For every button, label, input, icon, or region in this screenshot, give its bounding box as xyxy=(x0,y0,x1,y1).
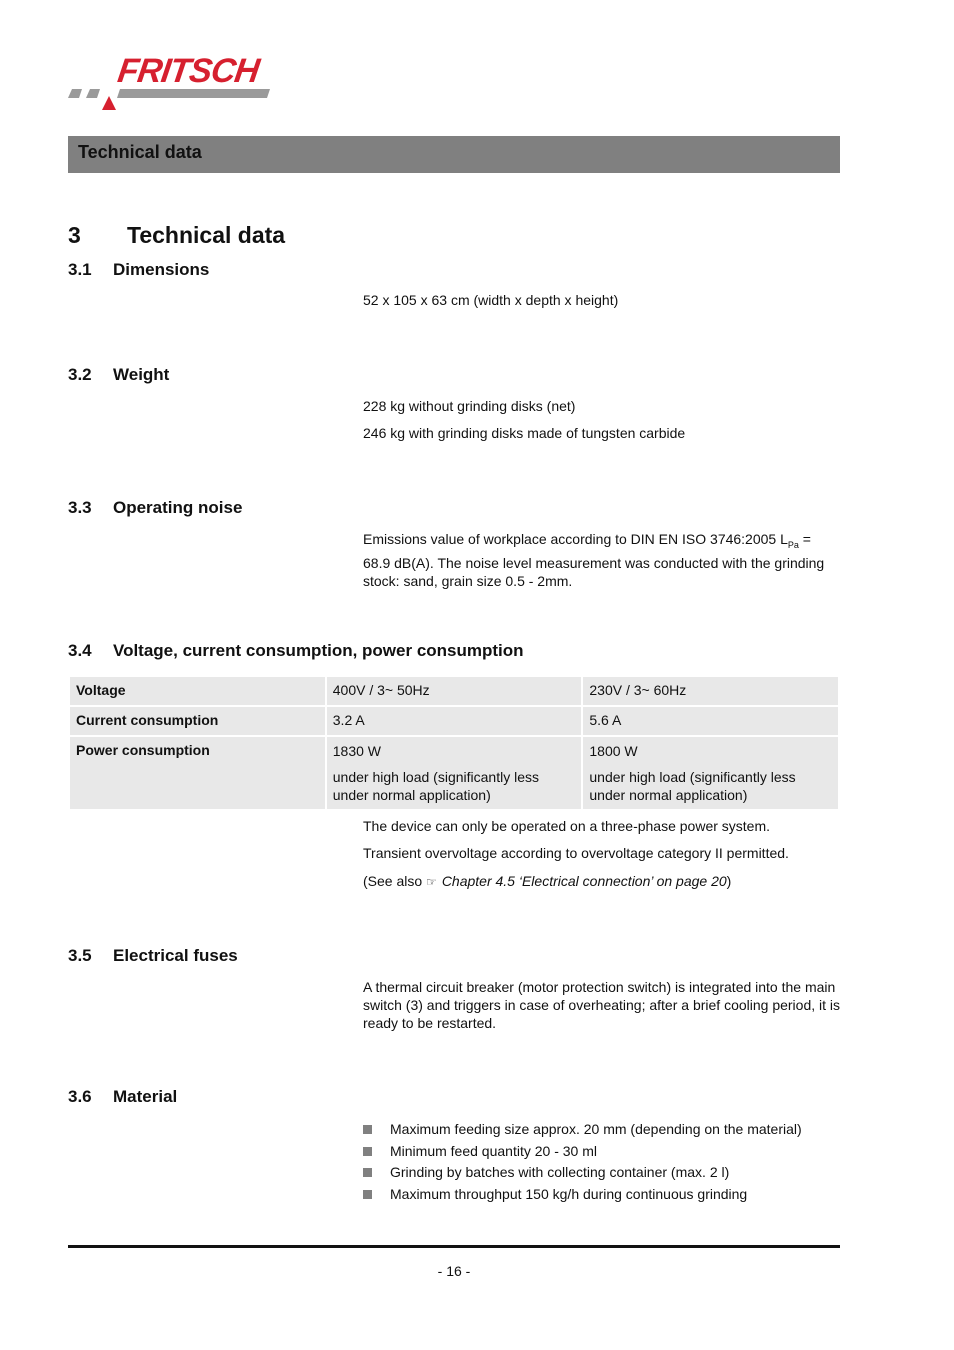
section-number: 3.4 xyxy=(68,641,92,660)
see-also-suffix: ) xyxy=(726,873,732,889)
list-item-text: Maximum feeding size approx. 20 mm (depending on the material) xyxy=(390,1121,802,1137)
chapter-title xyxy=(68,222,285,249)
section-number: 3.2 xyxy=(68,365,92,384)
see-also xyxy=(363,872,841,891)
table-cell: Voltage xyxy=(70,677,325,705)
section-title: Weight xyxy=(113,365,170,384)
chapter-title-text: Technical data xyxy=(127,222,286,248)
table-cell xyxy=(327,737,582,809)
weight-line-1: 228 kg without grinding disks (net) xyxy=(363,398,576,414)
bullet-square-icon xyxy=(363,1147,372,1156)
chapter-link[interactable]: Chapter 4.5 ‘Electrical connection’ on page 20 xyxy=(441,873,727,889)
list-item-text: Minimum feed quantity 20 - 30 ml xyxy=(390,1142,597,1159)
power-value: 1800 W xyxy=(589,743,638,759)
bullet-square-icon xyxy=(363,1125,372,1134)
section-heading-material xyxy=(68,1087,177,1107)
table-row xyxy=(70,737,838,809)
dimensions-text: 52 x 105 x 63 cm (width x depth x height) xyxy=(363,292,619,308)
table-row xyxy=(70,677,838,705)
bullet-square-icon xyxy=(363,1168,372,1177)
list-item xyxy=(363,1184,843,1206)
voltage-note-2: Transient overvoltage according to overvoltage category II permitted. xyxy=(363,845,789,861)
bullet-square-icon xyxy=(363,1190,372,1199)
page-number: - 16 - xyxy=(437,1263,471,1279)
list-item xyxy=(363,1162,843,1184)
section-title: Electrical fuses xyxy=(113,946,238,965)
table-cell: 400V / 3~ 50Hz xyxy=(327,677,582,705)
weight-line-2: 246 kg with grinding disks made of tungsten carbide xyxy=(363,425,686,441)
section-number: 3.6 xyxy=(68,1087,92,1106)
logo-wordmark: FRITSCH xyxy=(115,52,262,90)
list-item xyxy=(363,1119,843,1141)
section-heading-noise xyxy=(68,498,242,518)
table-cell: 5.6 A xyxy=(583,707,838,735)
noise-text-b: = 68.9 dB(A). The noise level measurement was conducted with the grinding stock: sand, grain size 0.5 - 2mm. xyxy=(363,531,825,589)
noise-text xyxy=(363,530,841,590)
chapter-number: 3 xyxy=(68,222,81,248)
voltage-note-1: The device can only be operated on a three-phase power system. xyxy=(363,818,771,834)
hand-pointer-icon: ☞ xyxy=(426,875,437,889)
table-cell: Power consumption xyxy=(70,737,325,809)
header-title: Technical data xyxy=(78,142,202,162)
section-title: Operating noise xyxy=(113,498,243,517)
fritsch-logo xyxy=(68,52,288,112)
material-list xyxy=(363,1119,843,1205)
section-number: 3.3 xyxy=(68,498,92,517)
table-cell: 3.2 A xyxy=(327,707,582,735)
noise-subscript: Pa xyxy=(787,539,799,550)
table-cell: 230V / 3~ 60Hz xyxy=(583,677,838,705)
list-item-text: Maximum throughput 150 kg/h during continuous grinding xyxy=(390,1185,748,1202)
see-also-prefix: (See also xyxy=(363,873,427,889)
power-note: under high load (significantly less under normal application) xyxy=(332,769,539,803)
table-row xyxy=(70,707,838,735)
header-bar xyxy=(68,136,840,173)
section-number: 3.1 xyxy=(68,260,92,279)
section-title: Dimensions xyxy=(113,260,210,279)
section-heading-dimensions xyxy=(68,260,209,280)
section-number: 3.5 xyxy=(68,946,92,965)
noise-text-a: Emissions value of workplace according to DIN EN ISO 3746:2005 L xyxy=(363,531,788,547)
table-cell xyxy=(583,737,838,809)
power-note: under high load (significantly less under normal application) xyxy=(589,769,796,803)
table-cell: Current consumption xyxy=(70,707,325,735)
fuses-text: A thermal circuit breaker (motor protection switch) is integrated into the main switch (3) and triggers in case of overheating; after a brief cooling period, it is ready to be restarted. xyxy=(363,979,841,1031)
power-value: 1830 W xyxy=(332,743,382,759)
footer-divider xyxy=(68,1245,840,1248)
section-heading-fuses xyxy=(68,946,238,966)
section-heading-voltage xyxy=(68,641,524,661)
section-title: Material xyxy=(113,1087,178,1106)
list-item xyxy=(363,1141,843,1163)
electrical-table xyxy=(68,675,840,811)
list-item-text: Grinding by batches with collecting container (max. 2 l) xyxy=(390,1164,730,1180)
section-heading-weight xyxy=(68,365,169,385)
section-title: Voltage, current consumption, power consumption xyxy=(113,641,524,660)
